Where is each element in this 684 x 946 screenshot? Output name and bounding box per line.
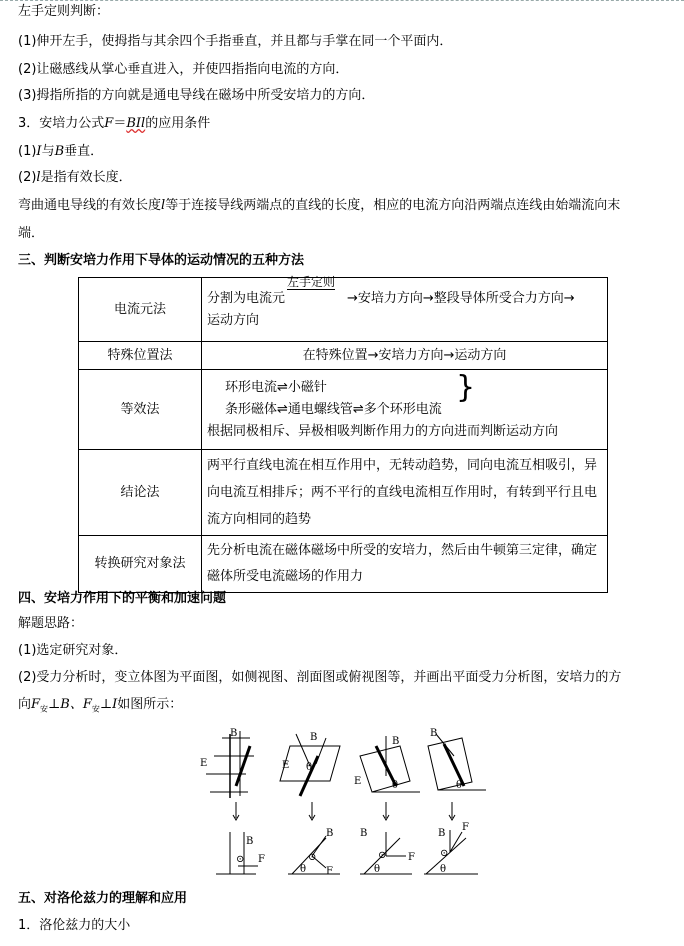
step-2a: (2)受力分析时，变立体图为平面图，如侧视图、剖面图或俯视图等，并画出平面受力分析图，安培力的方 <box>18 670 622 685</box>
left-hand-rule-arrow <box>285 274 347 310</box>
cond1-i: I <box>36 144 42 159</box>
label-b: B <box>438 828 446 839</box>
step2b-post: 如图所示： <box>117 697 183 712</box>
top-divider <box>0 0 684 2</box>
equiv-line-1: 环形电流⇌小磁针 <box>225 379 327 395</box>
formula-bil: BIl <box>126 116 146 131</box>
panel-4-2d <box>424 822 478 875</box>
down-arrows <box>233 802 455 820</box>
table-row <box>79 536 608 593</box>
panel-3-3d <box>354 736 420 792</box>
method-desc <box>202 274 608 342</box>
formula-heading <box>18 115 210 133</box>
step2b-f: F <box>31 697 41 712</box>
section3-heading: 三、判断安培力作用下导体的运动情况的五种方法 <box>18 253 305 268</box>
left-hand-rule-title: 左手定则判断： <box>18 4 110 19</box>
method-name: 特殊位置法 <box>79 342 202 370</box>
formula-heading-suffix: 的应用条件 <box>145 116 211 131</box>
method-desc: 先分析电流在磁体磁场中所受的安培力，然后由牛顿第三定律，确定磁体所受电流磁场的作用力 <box>202 536 608 593</box>
label-dot: ⊙ <box>308 852 317 863</box>
equiv-line-3: 根据同极相斥、异极相吸判断作用力的方向进而判断运动方向 <box>207 423 559 439</box>
formula-heading-prefix: 3．安培力公式 <box>18 116 105 131</box>
step-1: (1)选定研究对象． <box>18 643 128 658</box>
step2b-f2: F <box>82 697 92 712</box>
effective-length-para <box>18 197 620 215</box>
rule-step-3: (3)拇指所指的方向就是通电导线在磁场中所受安培力的方向． <box>18 88 375 103</box>
cond1-suffix: 垂直． <box>64 144 104 159</box>
formula-var-f: F <box>104 116 114 131</box>
current-element-pre: 分割为电流元 <box>207 290 286 306</box>
panel-1-3d <box>200 728 254 798</box>
step2b-perp-b: ⊥B、 <box>48 697 83 712</box>
cond2-prefix: (2) <box>18 170 37 185</box>
panel-1-2d <box>216 832 265 874</box>
label-e: E <box>354 776 362 787</box>
cond2-l: l <box>36 170 41 185</box>
rule-step-1: (1)伸开左手，使拇指与其余四个手指垂直，并且都与手掌在同一个平面内． <box>18 34 453 49</box>
label-f: F <box>326 866 333 876</box>
method-desc: 在特殊位置→安培力方向→运动方向 <box>202 342 608 370</box>
table-row <box>79 450 608 536</box>
current-element-post2: 运动方向 <box>207 312 260 328</box>
para-b: 等于连接导线两端点的直线的长度，相应的电流方向沿两端点连线由始端流向末 <box>165 198 621 213</box>
label-dot: ⊙ <box>236 854 245 865</box>
label-theta: θ <box>440 864 447 875</box>
panel-2-2d <box>288 828 340 876</box>
step2b-sub: 安 <box>40 704 49 714</box>
equiv-line-2: 条形磁体⇌通电螺线管⇌多个环形电流 <box>225 401 442 417</box>
label-dot: ⊙ <box>378 850 387 861</box>
label-dot: ⊙ <box>440 848 449 859</box>
panel-4-3d <box>428 728 486 791</box>
arrow-label: 左手定则 <box>287 274 336 289</box>
formula-eq: ＝ <box>113 116 127 131</box>
label-b: B <box>326 828 334 839</box>
label-b: B <box>310 732 318 743</box>
force-analysis-figure <box>200 726 490 876</box>
solving-approach: 解题思路： <box>18 616 84 631</box>
label-theta: θ <box>374 864 381 875</box>
cond1-prefix: (1) <box>18 144 37 159</box>
label-e: E <box>200 758 208 769</box>
label-theta: θ <box>300 864 307 875</box>
label-theta: θ <box>456 780 463 791</box>
method-name: 等效法 <box>79 370 202 450</box>
method-desc <box>202 370 608 450</box>
table-row <box>79 342 608 370</box>
label-e: E <box>282 760 290 771</box>
label-f: F <box>462 822 469 833</box>
method-name: 结论法 <box>79 450 202 536</box>
section4-heading: 四、安培力作用下的平衡和加速问题 <box>18 591 227 606</box>
label-theta: θ <box>392 780 399 791</box>
step2b-pre: 向 <box>18 697 32 712</box>
condition-2 <box>18 169 132 187</box>
step2b-perp-i: ⊥I <box>99 697 118 712</box>
table-row <box>79 278 608 342</box>
step-2b <box>18 696 182 719</box>
condition-1 <box>18 143 103 161</box>
para-a: 弯曲通电导线的有效长度 <box>18 198 162 213</box>
label-theta: θ <box>306 762 313 773</box>
step2b-sub2: 安 <box>91 704 100 714</box>
table-row <box>79 370 608 450</box>
label-b: B <box>360 828 368 839</box>
panel-2-3d <box>280 732 340 796</box>
methods-table <box>78 274 608 593</box>
label-f: F <box>258 854 265 865</box>
para-l: l <box>161 198 166 213</box>
cond2-suffix: 是指有效长度． <box>40 170 132 185</box>
section5-heading: 五、对洛伦兹力的理解和应用 <box>18 891 188 906</box>
rule-step-2: (2)让磁感线从掌心垂直进入，并使四指指向电流的方向． <box>18 62 349 77</box>
cond1-b: B <box>54 144 65 159</box>
label-b: B <box>392 736 400 747</box>
panel-3-2d <box>360 828 415 875</box>
current-element-post: →安培力方向→整段导体所受合力方向→ <box>347 290 575 306</box>
label-b: B <box>430 728 438 739</box>
label-f: F <box>408 852 415 863</box>
method-desc: 两平行直线电流在相互作用中，无转动趋势，同向电流互相吸引，异向电流互相排斥；两不平行的直线电流相互作用时，有转到平行且电流方向相同的趋势 <box>202 450 608 536</box>
effective-length-para-end: 端． <box>18 226 45 241</box>
method-name: 转换研究对象法 <box>79 536 202 593</box>
lorentz-item-1: 1．洛伦兹力的大小 <box>18 918 131 933</box>
cond1-mid: 与 <box>41 144 55 159</box>
label-b: B <box>246 836 254 847</box>
brace-symbol: } <box>456 370 476 405</box>
label-b: B <box>230 728 238 739</box>
method-name: 电流元法 <box>79 278 202 342</box>
